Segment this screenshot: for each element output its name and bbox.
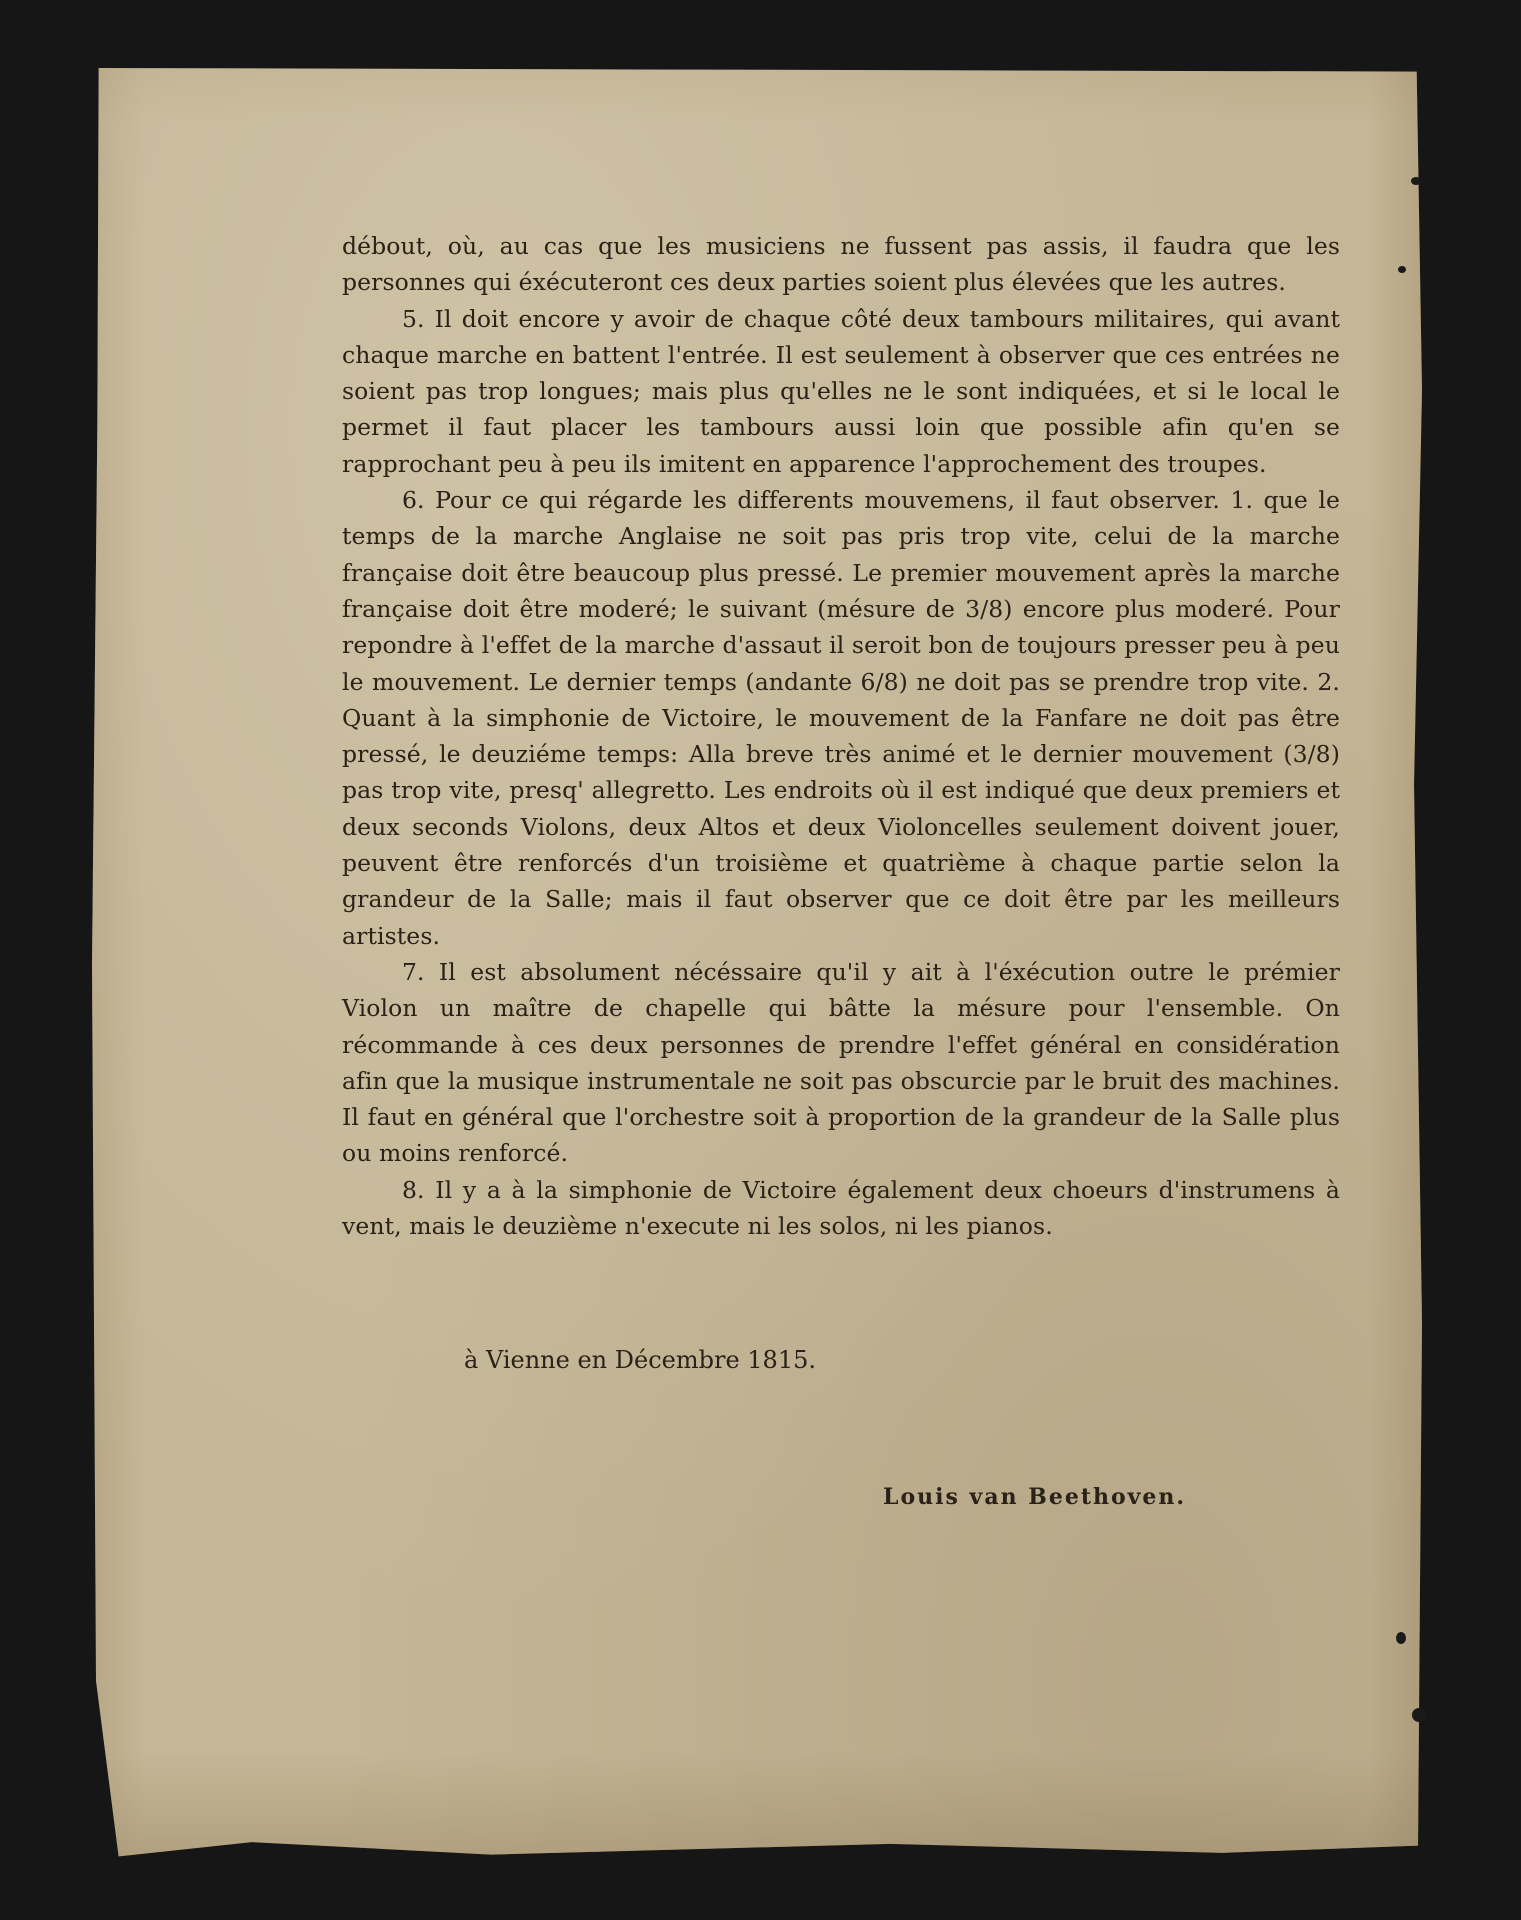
letter-body — [342, 228, 1340, 1244]
paragraph-item-7: 7. Il est absolument nécéssaire qu'il y ait à l'éxécution outre le prémier Violon un maître de chapelle qui bâtte la mésure pour l'ensemble. On récommande à ces deux personnes de prendre l'effet général en considération afin que la musique instrumentale ne soit pas obscurcie par le bruit des machines. Il faut en général que l'orchestre soit à proportion de la grandeur de la Salle plus ou moins renforcé. — [342, 957, 1340, 1168]
binding-hole-mark — [1398, 266, 1406, 273]
paragraph-item-8: 8. Il y a à la simphonie de Victoire également deux choeurs d'instrumens à vent, mais le deuzième n'execute ni les solos, ni les pianos. — [342, 1175, 1340, 1241]
paragraph-item-6: 6. Pour ce qui régarde les differents mouvemens, il faut observer. 1. que le temps de la marche Anglaise ne soit pas pris trop vite, celui de la marche française doit être beaucoup plus pressé. Le premier mouvement après la marche française doit être moderé; le suivant (mésure de 3/8) encore plus moderé. Pour repondre à l'effet de la marche d'assaut il seroit bon de toujours presser peu à peu le mouvement. Le dernier temps (andante 6/8) ne doit pas se prendre trop vite. 2. Quant à la simphonie de Victoire, le mouvement de la Fanfare ne doit pas être pressé, le deuziéme temps: Alla breve très animé et le dernier mouvement (3/8) pas trop vite, presq' allegretto. Les endroits où il est indiqué que deux premiers et deux seconds Violons, deux Altos et deux Violoncelles seulement doivent jouer, peuvent être renforcés d'un troisième et quatrième à chaque partie selon la grandeur de la Salle; mais il faut observer que ce doit être par les meilleurs artistes. — [342, 486, 1341, 950]
paragraph-continuation: débout, où, au cas que les musiciens ne fussent pas assis, il faudra que les personnes qui éxécuteront ces deux parties soient plus élevées que les autres. — [342, 232, 1340, 297]
date-line: à Vienne en Décembre 1815. — [464, 1346, 816, 1374]
paragraph-item-5: 5. Il doit encore y avoir de chaque côté deux tambours militaires, qui avant chaque marche en battent l'entrée. Il est seulement à observer que ces entrées ne soient pas trop longues; mais plus qu'elles ne le sont indiquées, et si le local le permet il faut placer les tambours aussi loin que possible afin qu'en se rapprochant peu à peu ils imitent en apparence l'approchement des troupes. — [342, 304, 1340, 478]
binding-hole-mark — [1412, 1708, 1426, 1722]
binding-hole-mark — [1411, 177, 1421, 185]
signature: Louis van Beethoven. — [883, 1484, 1187, 1510]
binding-hole-mark — [1396, 1632, 1406, 1644]
